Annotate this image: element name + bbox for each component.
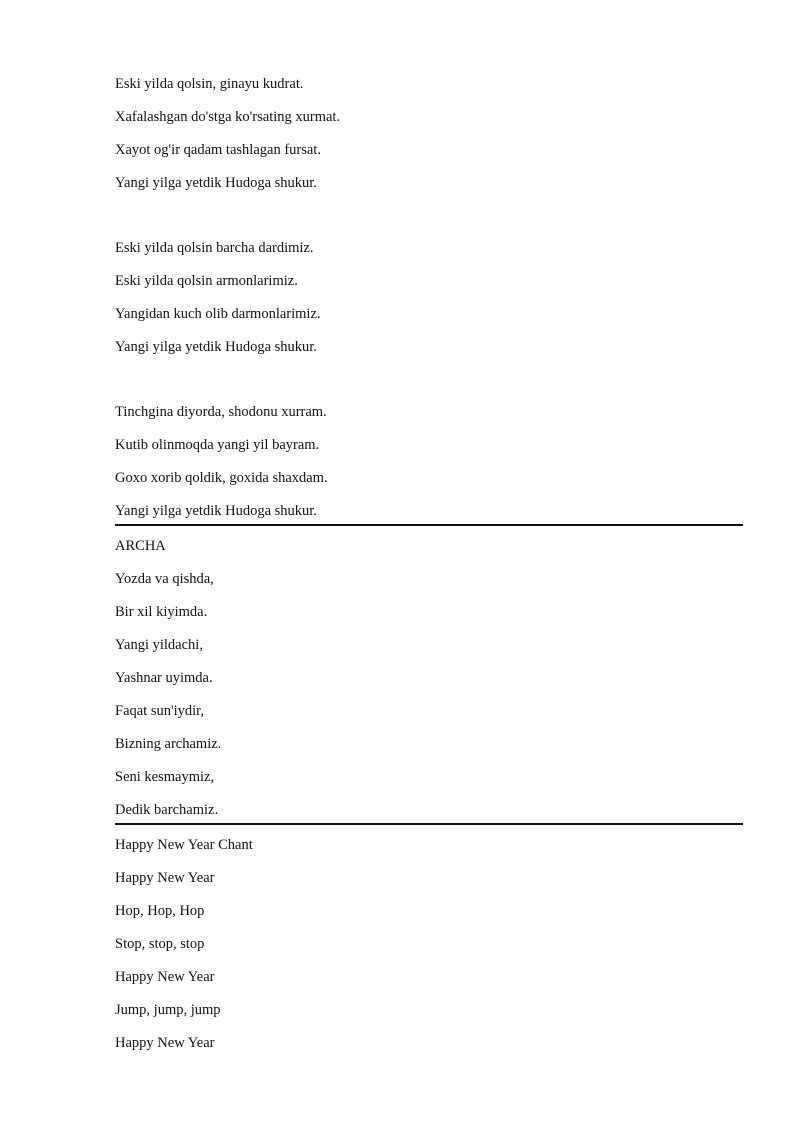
stanza-2 xyxy=(115,232,743,364)
poem-line: Dedik barchamiz. xyxy=(115,802,219,818)
stanza-3 xyxy=(115,396,743,528)
poem-happy-new-year-chant xyxy=(115,829,743,1060)
poem-archa xyxy=(115,530,743,827)
poem-line: Bizning archamiz. xyxy=(115,736,222,752)
poem-title: Happy New Year Chant xyxy=(115,837,253,853)
poem-line: Yashnar uyimda. xyxy=(115,670,213,686)
stanza-gap xyxy=(115,364,743,396)
poem-line: Yangi yilga yetdik Hudoga shukur. xyxy=(115,339,317,355)
poem-line: Yangidan kuch olib darmonlarimiz. xyxy=(115,306,321,322)
document-body xyxy=(115,68,743,1060)
poem-line: Happy New Year xyxy=(115,1035,215,1051)
poem-line: Faqat sun'iydir, xyxy=(115,703,205,719)
poem-line: Kutib olinmoqda yangi yil bayram. xyxy=(115,437,320,453)
poem-line: Xafalashgan do'stga ko'rsating xurmat. xyxy=(115,109,341,125)
poem-line: Eski yilda qolsin, ginayu kudrat. xyxy=(115,76,304,92)
poem-line: Happy New Year xyxy=(115,969,215,985)
poem-line: Hop, Hop, Hop xyxy=(115,903,205,919)
poem-line: Yangi yildachi, xyxy=(115,637,203,653)
poem-line: Bir xil kiyimda. xyxy=(115,604,208,620)
poem-line: Yangi yilga yetdik Hudoga shukur. xyxy=(115,503,317,519)
poem-line: Eski yilda qolsin armonlarimiz. xyxy=(115,273,298,289)
poem-line: Seni kesmaymiz, xyxy=(115,769,215,785)
poem-new-year xyxy=(115,68,743,528)
stanza-1 xyxy=(115,68,743,200)
poem-line: Happy New Year xyxy=(115,870,215,886)
poem-title: ARCHA xyxy=(115,538,166,554)
poem-line: Yozda va qishda, xyxy=(115,571,214,587)
poem-line: Yangi yilga yetdik Hudoga shukur. xyxy=(115,175,317,191)
poem-line: Goxo xorib qoldik, goxida shaxdam. xyxy=(115,470,328,486)
poem-line: Eski yilda qolsin barcha dardimiz. xyxy=(115,240,314,256)
poem-line: Stop, stop, stop xyxy=(115,936,205,952)
poem-line: Jump, jump, jump xyxy=(115,1002,221,1018)
stanza-gap xyxy=(115,200,743,232)
poem-line: Tinchgina diyorda, shodonu xurram. xyxy=(115,404,327,420)
poem-line: Xayot og'ir qadam tashlagan fursat. xyxy=(115,142,321,158)
